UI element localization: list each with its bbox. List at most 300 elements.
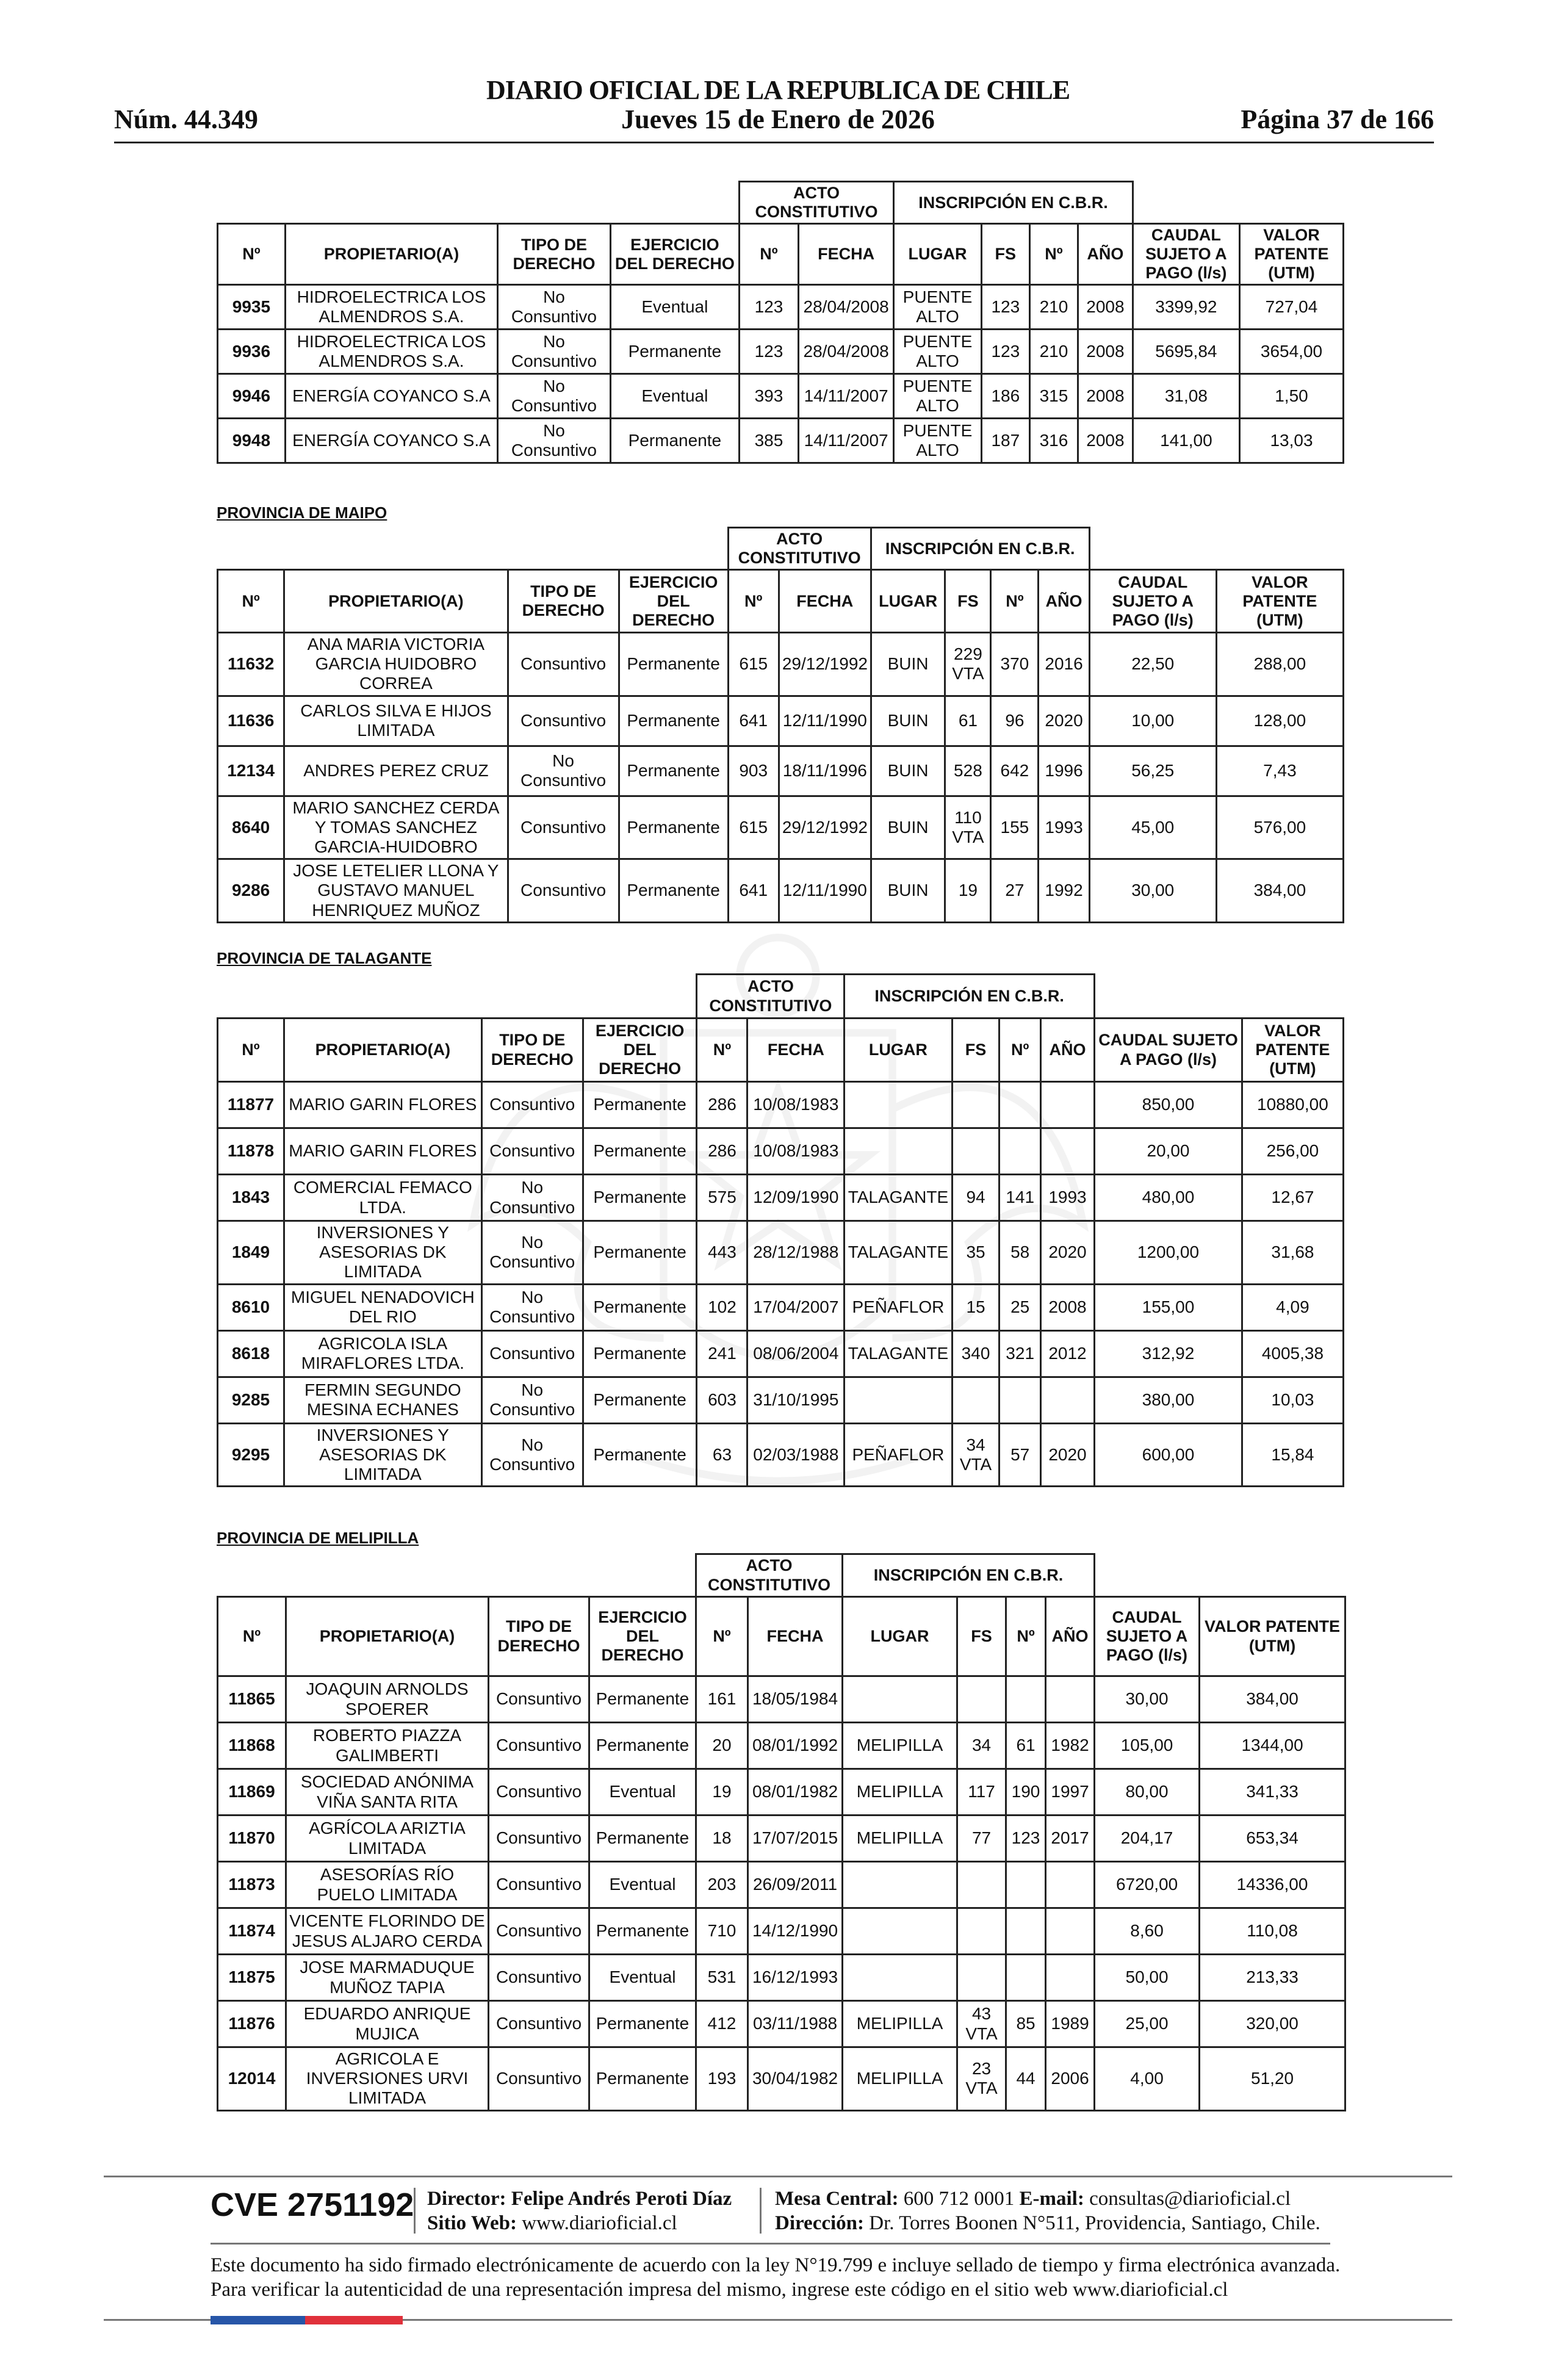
valor-patente: 1,50 [1239, 374, 1343, 419]
address-value: Dr. Torres Boonen N°511, Providencia, Santiago, Chile. [869, 2212, 1320, 2234]
lugar: PUENTE ALTO [894, 330, 982, 374]
newspaper-title: DIARIO OFICIAL DE LA REPUBLICA DE CHILE [486, 75, 1070, 105]
inscripcion-number [1006, 1955, 1046, 2001]
acto-number: 102 [697, 1284, 747, 1330]
table-row [218, 2001, 1345, 2047]
col-fecha: FECHA [748, 1597, 843, 1676]
ejercicio: Permanente [589, 1723, 696, 1769]
row-number: 12134 [218, 746, 284, 796]
acto-number: 641 [728, 696, 779, 746]
col-n: Nº [218, 570, 284, 633]
caudal: 10,00 [1089, 696, 1216, 746]
tipo-derecho: Consuntivo [489, 1723, 589, 1769]
owner-name: FERMIN SEGUNDO MESINA ECHANES [284, 1377, 481, 1423]
table-talagante [217, 973, 1344, 1487]
lugar [843, 1862, 957, 1908]
tipo-derecho: Consuntivo [489, 1816, 589, 1862]
caudal: 31,08 [1133, 374, 1239, 419]
inscripcion-number: 141 [1000, 1175, 1040, 1221]
valor-patente: 13,03 [1239, 419, 1343, 463]
anio: 2008 [1078, 374, 1133, 419]
col-fs: FS [981, 224, 1029, 285]
lugar: MELIPILLA [843, 1769, 957, 1816]
anio: 2020 [1040, 1221, 1094, 1285]
fs [957, 1908, 1006, 1955]
acto-fecha: 17/04/2007 [747, 1284, 845, 1330]
row-number: 11874 [218, 1908, 286, 1955]
col-tipo: TIPO DE DERECHO [498, 224, 611, 285]
valor-patente: 213,33 [1200, 1955, 1345, 2001]
fs: 15 [952, 1284, 1000, 1330]
owner-name: MARIO SANCHEZ CERDA Y TOMAS SANCHEZ GARCIA-HUIDOBRO [284, 796, 508, 859]
caudal: 480,00 [1095, 1175, 1242, 1221]
col-valor: VALOR PATENTE (UTM) [1200, 1597, 1345, 1676]
acto-fecha: 29/12/1992 [779, 796, 871, 859]
acto-fecha: 31/10/1995 [747, 1377, 845, 1423]
acto-number: 203 [696, 1862, 748, 1908]
row-number: 9286 [218, 859, 284, 923]
fs: 43 VTA [957, 2001, 1006, 2047]
anio: 2006 [1046, 2047, 1095, 2111]
col-propietario: PROPIETARIO(A) [284, 570, 508, 633]
valor-patente: 341,33 [1200, 1769, 1345, 1816]
row-number: 11873 [218, 1862, 286, 1908]
inscripcion-header: INSCRIPCIÓN EN C.B.R. [843, 1554, 1095, 1597]
director-name: Felipe Andrés Peroti Díaz [511, 2188, 732, 2210]
owner-name: AGRICOLA E INVERSIONES URVI LIMITADA [286, 2047, 489, 2111]
owner-name: SOCIEDAD ANÓNIMA VIÑA SANTA RITA [286, 1769, 489, 1816]
inscripcion-number: 210 [1029, 330, 1078, 374]
owner-name: ANDRES PEREZ CRUZ [284, 746, 508, 796]
valor-patente: 256,00 [1242, 1128, 1343, 1175]
valor-patente: 4005,38 [1242, 1330, 1343, 1377]
caudal: 20,00 [1095, 1128, 1242, 1175]
tipo-derecho: Consuntivo [508, 633, 619, 696]
inscripcion-header: INSCRIPCIÓN EN C.B.R. [845, 975, 1095, 1019]
inscripcion-number: 44 [1006, 2047, 1046, 2111]
fs: 61 [945, 696, 991, 746]
anio: 1996 [1039, 746, 1089, 796]
caudal: 45,00 [1089, 796, 1216, 859]
col-fs: FS [945, 570, 991, 633]
table-row [218, 374, 1344, 419]
col-insc-n: Nº [1029, 224, 1078, 285]
fs: 19 [945, 859, 991, 923]
acto-number: 193 [696, 2047, 748, 2111]
valor-patente: 12,67 [1242, 1175, 1343, 1221]
row-number: 11870 [218, 1816, 286, 1862]
acto-fecha: 18/11/1996 [779, 746, 871, 796]
ejercicio: Permanente [619, 796, 728, 859]
row-number: 8640 [218, 796, 284, 859]
mesa-label: Mesa Central: [775, 2188, 899, 2210]
col-fs: FS [952, 1019, 1000, 1082]
table-row [218, 330, 1344, 374]
col-fecha: FECHA [747, 1019, 845, 1082]
acto-fecha: 08/01/1982 [748, 1769, 843, 1816]
acto-fecha: 28/04/2008 [798, 330, 893, 374]
acto-fecha: 10/08/1983 [747, 1128, 845, 1175]
director-label: Director: [427, 2188, 506, 2210]
ejercicio: Permanente [583, 1284, 697, 1330]
acto-constitutivo-header: ACTO CONSTITUTIVO [728, 528, 871, 570]
ejercicio: Permanente [589, 2047, 696, 2111]
lugar: PUENTE ALTO [894, 374, 982, 419]
inscripcion-number: 123 [1006, 1816, 1046, 1862]
row-number: 8618 [218, 1330, 284, 1377]
acto-fecha: 03/11/1988 [748, 2001, 843, 2047]
table-row [218, 1221, 1344, 1285]
fs [952, 1377, 1000, 1423]
table-row [218, 1128, 1344, 1175]
province-heading: PROVINCIA DE MELIPILLA [217, 1529, 419, 1547]
col-valor: VALOR PATENTE (UTM) [1239, 224, 1343, 285]
tipo-derecho: No Consuntivo [481, 1377, 583, 1423]
acto-number: 241 [697, 1330, 747, 1377]
valor-patente: 4,09 [1242, 1284, 1343, 1330]
province-heading: PROVINCIA DE TALAGANTE [217, 949, 432, 967]
anio: 1993 [1040, 1175, 1094, 1221]
ejercicio: Permanente [619, 859, 728, 923]
caudal: 5695,84 [1133, 330, 1239, 374]
fs: 187 [981, 419, 1029, 463]
acto-fecha: 08/06/2004 [747, 1330, 845, 1377]
lugar: TALAGANTE [845, 1175, 952, 1221]
inscripcion-number: 315 [1029, 374, 1078, 419]
fs: 186 [981, 374, 1029, 419]
valor-patente: 384,00 [1200, 1676, 1345, 1723]
col-acto-n: Nº [697, 1019, 747, 1082]
email-link[interactable]: consultas@diarioficial.cl [1089, 2188, 1291, 2210]
table-row [218, 1330, 1344, 1377]
anio: 2012 [1040, 1330, 1094, 1377]
footer-contact-block [775, 2187, 1320, 2235]
owner-name: INVERSIONES Y ASESORIAS DK LIMITADA [284, 1221, 481, 1285]
mesa-phone: 600 712 0001 [903, 2188, 1015, 2210]
row-number: 1849 [218, 1221, 284, 1285]
table-row [218, 1377, 1344, 1423]
table-row [218, 696, 1344, 746]
fs: 34 [957, 1723, 1006, 1769]
table-row [218, 859, 1344, 923]
fs: 94 [952, 1175, 1000, 1221]
acto-fecha: 17/07/2015 [748, 1816, 843, 1862]
lugar: MELIPILLA [843, 1723, 957, 1769]
table-row [218, 633, 1344, 696]
inscripcion-number: 642 [991, 746, 1039, 796]
fs: 340 [952, 1330, 1000, 1377]
anio: 2008 [1078, 419, 1133, 463]
table-row [218, 1723, 1345, 1769]
tipo-derecho: No Consuntivo [481, 1175, 583, 1221]
lugar [845, 1082, 952, 1128]
anio: 1992 [1039, 859, 1089, 923]
acto-number: 531 [696, 1955, 748, 2001]
tipo-derecho: Consuntivo [489, 2047, 589, 2111]
tipo-derecho: Consuntivo [481, 1082, 583, 1128]
row-number: 9948 [218, 419, 286, 463]
owner-name: ASESORÍAS RÍO PUELO LIMITADA [286, 1862, 489, 1908]
owner-name: EDUARDO ANRIQUE MUJICA [286, 2001, 489, 2047]
acto-number: 385 [739, 419, 798, 463]
lugar [845, 1377, 952, 1423]
anio [1046, 1908, 1095, 1955]
inscripcion-number [1000, 1082, 1040, 1128]
caudal: 600,00 [1095, 1423, 1242, 1487]
owner-name: VICENTE FLORINDO DE JESUS ALJARO CERDA [286, 1908, 489, 1955]
col-insc-n: Nº [991, 570, 1039, 633]
acto-constitutivo-header: ACTO CONSTITUTIVO [697, 975, 845, 1019]
ejercicio: Permanente [619, 633, 728, 696]
ejercicio: Permanente [610, 330, 739, 374]
col-anio: AÑO [1046, 1597, 1095, 1676]
lugar [843, 1955, 957, 2001]
acto-number: 710 [696, 1908, 748, 1955]
col-insc-n: Nº [1000, 1019, 1040, 1082]
lugar: MELIPILLA [843, 2047, 957, 2111]
anio: 2016 [1039, 633, 1089, 696]
anio [1046, 1676, 1095, 1723]
ejercicio: Eventual [610, 285, 739, 330]
ejercicio: Permanente [589, 1908, 696, 1955]
lugar: BUIN [871, 796, 945, 859]
table-row [218, 419, 1344, 463]
anio: 2017 [1046, 1816, 1095, 1862]
fs: 117 [957, 1769, 1006, 1816]
anio [1046, 1862, 1095, 1908]
acto-fecha: 12/11/1990 [779, 696, 871, 746]
acto-fecha: 18/05/1984 [748, 1676, 843, 1723]
website-link[interactable]: www.diarioficial.cl [522, 2212, 677, 2234]
caudal: 50,00 [1095, 1955, 1200, 2001]
owner-name: AGRICOLA ISLA MIRAFLORES LTDA. [284, 1330, 481, 1377]
valor-patente: 1344,00 [1200, 1723, 1345, 1769]
lugar: BUIN [871, 746, 945, 796]
lugar: MELIPILLA [843, 2001, 957, 2047]
inscripcion-header: INSCRIPCIÓN EN C.B.R. [894, 182, 1133, 224]
province-heading: PROVINCIA DE MAIPO [217, 503, 387, 522]
page-number: Página 37 de 166 [1241, 104, 1434, 134]
owner-name: MARIO GARIN FLORES [284, 1082, 481, 1128]
inscripcion-header: INSCRIPCIÓN EN C.B.R. [871, 528, 1089, 570]
owner-name: CARLOS SILVA E HIJOS LIMITADA [284, 696, 508, 746]
anio: 2008 [1078, 285, 1133, 330]
acto-number: 903 [728, 746, 779, 796]
table-row [218, 1816, 1345, 1862]
acto-number: 575 [697, 1175, 747, 1221]
acto-fecha: 08/01/1992 [748, 1723, 843, 1769]
valor-patente: 10,03 [1242, 1377, 1343, 1423]
lugar [843, 1676, 957, 1723]
row-number: 12014 [218, 2047, 286, 2111]
acto-fecha: 30/04/1982 [748, 2047, 843, 2111]
footer-director-block [427, 2187, 732, 2235]
lugar: MELIPILLA [843, 1816, 957, 1862]
acto-number: 19 [696, 1769, 748, 1816]
acto-number: 63 [697, 1423, 747, 1487]
col-ejercicio: EJERCICIO DEL DERECHO [610, 224, 739, 285]
inscripcion-number: 210 [1029, 285, 1078, 330]
inscripcion-number [1006, 1862, 1046, 1908]
tipo-derecho: Consuntivo [489, 1908, 589, 1955]
col-lugar: LUGAR [845, 1019, 952, 1082]
valor-patente: 653,34 [1200, 1816, 1345, 1862]
ejercicio: Permanente [589, 1676, 696, 1723]
col-caudal: CAUDAL SUJETO A PAGO (l/s) [1089, 570, 1216, 633]
col-fecha: FECHA [798, 224, 893, 285]
inscripcion-number: 58 [1000, 1221, 1040, 1285]
acto-fecha: 14/11/2007 [798, 419, 893, 463]
valor-patente: 15,84 [1242, 1423, 1343, 1487]
acto-fecha: 28/04/2008 [798, 285, 893, 330]
row-number: 11632 [218, 633, 284, 696]
caudal: 380,00 [1095, 1377, 1242, 1423]
table-row [218, 285, 1344, 330]
row-number: 11869 [218, 1769, 286, 1816]
acto-number: 123 [739, 285, 798, 330]
inscripcion-number: 85 [1006, 2001, 1046, 2047]
valor-patente: 384,00 [1216, 859, 1343, 923]
caudal: 4,00 [1095, 2047, 1200, 2111]
lugar: BUIN [871, 633, 945, 696]
col-ejercicio: EJERCICIO DEL DERECHO [589, 1597, 696, 1676]
valor-patente: 31,68 [1242, 1221, 1343, 1285]
tipo-derecho: Consuntivo [508, 796, 619, 859]
ejercicio: Permanente [583, 1330, 697, 1377]
col-anio: AÑO [1040, 1019, 1094, 1082]
valor-patente: 128,00 [1216, 696, 1343, 746]
acto-fecha: 12/11/1990 [779, 859, 871, 923]
row-number: 11876 [218, 2001, 286, 2047]
row-number: 9936 [218, 330, 286, 374]
acto-number: 161 [696, 1676, 748, 1723]
acto-fecha: 14/12/1990 [748, 1908, 843, 1955]
ejercicio: Permanente [583, 1128, 697, 1175]
caudal: 6720,00 [1095, 1862, 1200, 1908]
email-label: E-mail: [1019, 2188, 1084, 2210]
row-number: 11636 [218, 696, 284, 746]
lugar: PUENTE ALTO [894, 285, 982, 330]
acto-fecha: 29/12/1992 [779, 633, 871, 696]
caudal: 155,00 [1095, 1284, 1242, 1330]
lugar: BUIN [871, 859, 945, 923]
valor-patente: 10880,00 [1242, 1082, 1343, 1128]
acto-number: 603 [697, 1377, 747, 1423]
anio: 1997 [1046, 1769, 1095, 1816]
anio: 2008 [1040, 1284, 1094, 1330]
table-row [218, 1908, 1345, 1955]
row-number: 8610 [218, 1284, 284, 1330]
col-fecha: FECHA [779, 570, 871, 633]
owner-name: COMERCIAL FEMACO LTDA. [284, 1175, 481, 1221]
valor-patente: 320,00 [1200, 2001, 1345, 2047]
ejercicio: Permanente [619, 696, 728, 746]
owner-name: MARIO GARIN FLORES [284, 1128, 481, 1175]
valor-patente: 576,00 [1216, 796, 1343, 859]
col-lugar: LUGAR [894, 224, 982, 285]
ejercicio: Permanente [589, 2001, 696, 2047]
col-acto-n: Nº [728, 570, 779, 633]
inscripcion-number: 155 [991, 796, 1039, 859]
owner-name: ROBERTO PIAZZA GALIMBERTI [286, 1723, 489, 1769]
ejercicio: Eventual [610, 374, 739, 419]
acto-number: 286 [697, 1082, 747, 1128]
lugar: PEÑAFLOR [845, 1284, 952, 1330]
table-row [218, 1423, 1344, 1487]
row-number: 9295 [218, 1423, 284, 1487]
caudal: 312,92 [1095, 1330, 1242, 1377]
owner-name: JOAQUIN ARNOLDS SPOERER [286, 1676, 489, 1723]
caudal: 1200,00 [1095, 1221, 1242, 1285]
legal-notice: Este documento ha sido firmado electrónicamente de acuerdo con la ley N°19.799 e incluye sellado de tiempo y firma electrónica avanzada. Para verificar la autenticidad de una representación impresa del mismo, ingrese este código en el sitio web www.diarioficial.cl [211, 2254, 1341, 2301]
caudal: 8,60 [1095, 1908, 1200, 1955]
inscripcion-number: 321 [1000, 1330, 1040, 1377]
inscripcion-number: 96 [991, 696, 1039, 746]
col-valor: VALOR PATENTE (UTM) [1242, 1019, 1343, 1082]
col-caudal: CAUDAL SUJETO A PAGO (l/s) [1095, 1597, 1200, 1676]
acto-number: 123 [739, 330, 798, 374]
caudal: 850,00 [1095, 1082, 1242, 1128]
owner-name: JOSE MARMADUQUE MUÑOZ TAPIA [286, 1955, 489, 2001]
tipo-derecho: Consuntivo [481, 1128, 583, 1175]
owner-name: HIDROELECTRICA LOS ALMENDROS S.A. [285, 285, 497, 330]
anio: 1993 [1039, 796, 1089, 859]
owner-name: AGRÍCOLA ARIZTIA LIMITADA [286, 1816, 489, 1862]
valor-patente: 14336,00 [1200, 1862, 1345, 1908]
fs: 23 VTA [957, 2047, 1006, 2111]
col-tipo: TIPO DE DERECHO [508, 570, 619, 633]
fs [952, 1082, 1000, 1128]
anio [1040, 1377, 1094, 1423]
ejercicio: Permanente [583, 1423, 697, 1487]
anio [1046, 1955, 1095, 2001]
fs: 229 VTA [945, 633, 991, 696]
ejercicio: Eventual [589, 1862, 696, 1908]
table-row [218, 1955, 1345, 2001]
ejercicio: Permanente [583, 1175, 697, 1221]
acto-constitutivo-header: ACTO CONSTITUTIVO [696, 1554, 843, 1597]
col-valor: VALOR PATENTE (UTM) [1216, 570, 1343, 633]
flag-bar-blue [211, 2316, 305, 2324]
table-row [218, 796, 1344, 859]
anio [1040, 1082, 1094, 1128]
cve-code: CVE 2751192 [211, 2187, 414, 2223]
col-tipo: TIPO DE DERECHO [489, 1597, 589, 1676]
lugar [845, 1128, 952, 1175]
valor-patente: 51,20 [1200, 2047, 1345, 2111]
ejercicio: Permanente [583, 1377, 697, 1423]
acto-fecha: 16/12/1993 [748, 1955, 843, 2001]
acto-number: 18 [696, 1816, 748, 1862]
address-label: Dirección: [775, 2212, 865, 2234]
caudal: 141,00 [1133, 419, 1239, 463]
ejercicio: Permanente [583, 1221, 697, 1285]
acto-number: 443 [697, 1221, 747, 1285]
ejercicio: Eventual [589, 1769, 696, 1816]
valor-patente: 110,08 [1200, 1908, 1345, 1955]
tipo-derecho: Consuntivo [481, 1330, 583, 1377]
tipo-derecho: No Consuntivo [498, 419, 611, 463]
col-lugar: LUGAR [871, 570, 945, 633]
acto-fecha: 14/11/2007 [798, 374, 893, 419]
table-row [218, 1769, 1345, 1816]
header-rule [114, 142, 1434, 143]
footer-separator [760, 2188, 762, 2234]
ejercicio: Permanente [610, 419, 739, 463]
col-propietario: PROPIETARIO(A) [286, 1597, 489, 1676]
inscripcion-number: 25 [1000, 1284, 1040, 1330]
acto-number: 641 [728, 859, 779, 923]
